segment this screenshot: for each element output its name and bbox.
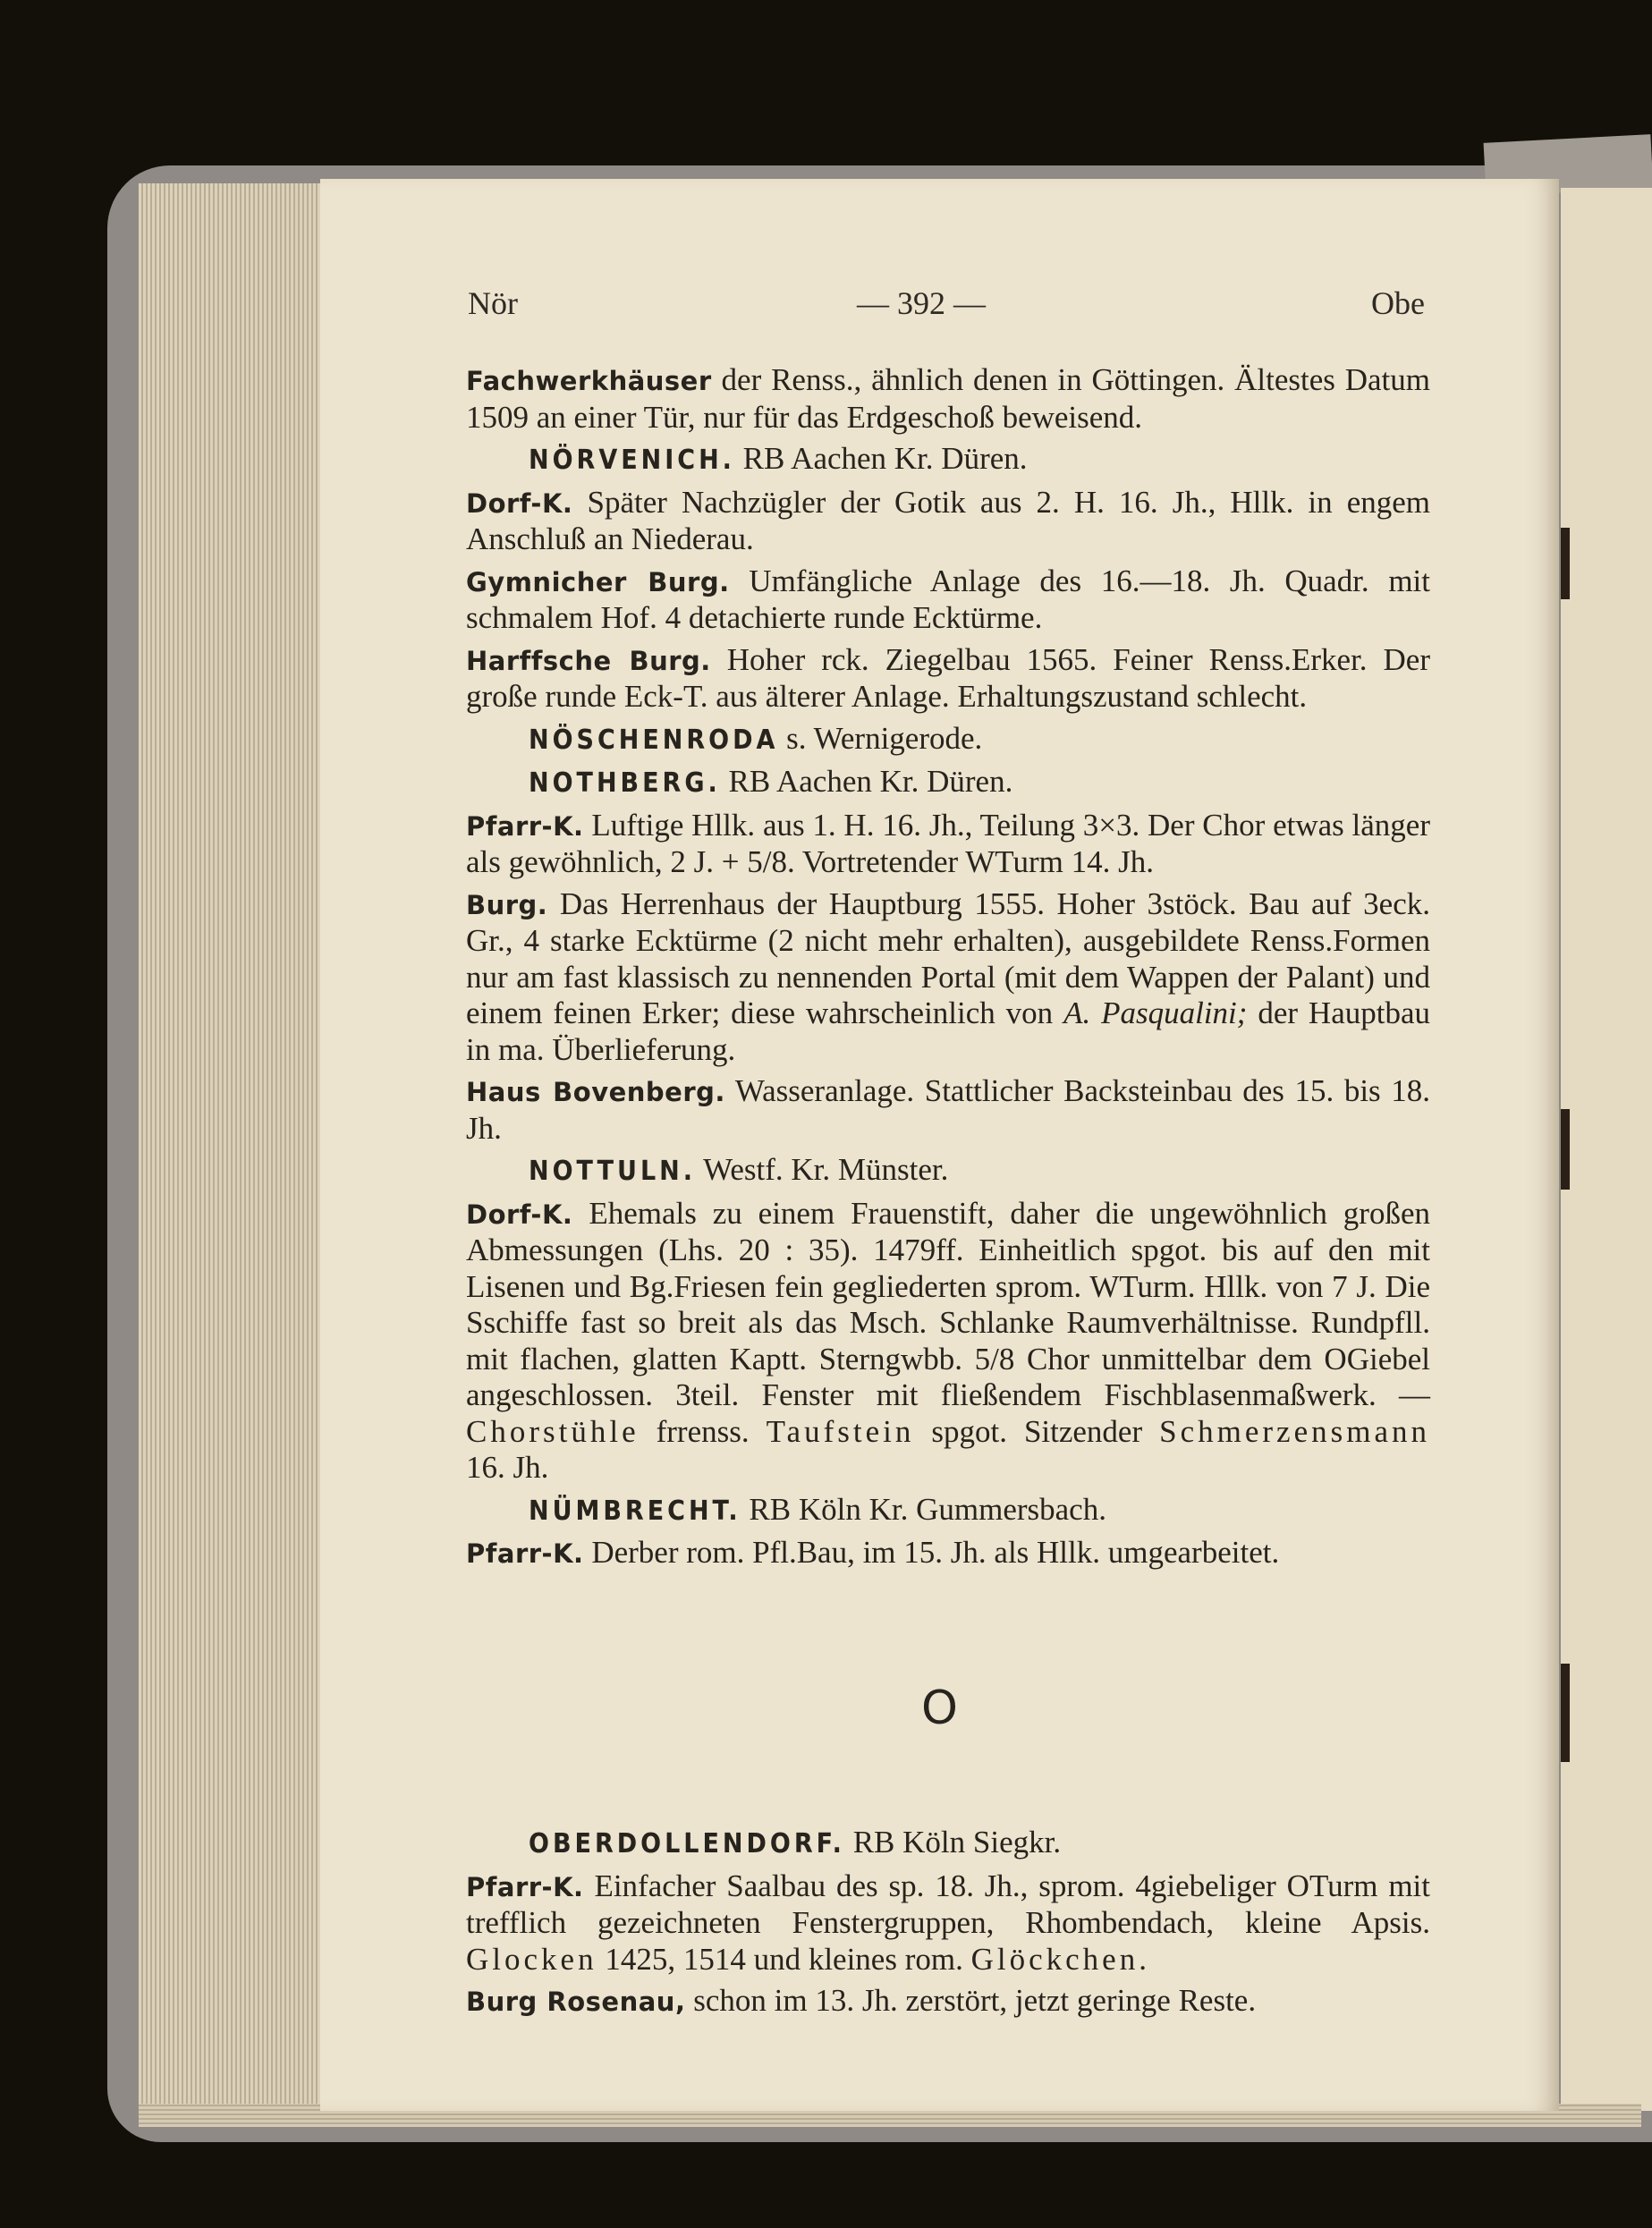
entry-text: Umfängliche Anlage des 16.—18. Jh. Quadr. mit schmalem Hof. 4 detachierte runde Ecktürme.	[466, 563, 1430, 635]
entry-term: Pfarr-K.	[466, 810, 584, 842]
spaced-term: Glöckchen.	[970, 1941, 1150, 1977]
entry-text-after: 16. Jh.	[466, 1450, 549, 1485]
entry-term: Harffsche Burg.	[466, 645, 711, 676]
entry-text-mid: 1425, 1514 und kleines rom.	[605, 1941, 963, 1977]
entry-term: Pfarr-K.	[466, 1871, 584, 1902]
architect-name: A. Pasqualini;	[1063, 995, 1248, 1030]
place-name: OBERDOLLENDORF.	[529, 1828, 845, 1859]
entry-text: Das Herrenhaus der Hauptburg 1555. Hoher 3stöck. Bau auf 3eck. Gr., 4 starke Ecktürme (2 nicht mehr erhalten), ausgebildete Renss.Formen nur am fast klassisch zu nennenden Portal (mit dem Wappen der Palant) und einem feinen Erker; diese wahrscheinlich von	[466, 885, 1430, 1030]
entry-text: der Renss., ähnlich denen in Göttingen. Ältestes Datum 1509 an einer Tür, nur für das Erdgeschoß beweisend.	[466, 362, 1431, 435]
text-column-section-o	[466, 1825, 1430, 2026]
page-edges	[139, 183, 335, 2120]
place-entry	[466, 441, 1430, 479]
entry	[466, 808, 1430, 881]
place-name: NOTTULN.	[529, 1156, 696, 1187]
place-region: RB Köln Kr. Gummersbach.	[749, 1491, 1106, 1527]
entry	[466, 1983, 1430, 2020]
facing-page	[1561, 188, 1652, 2111]
entry	[466, 563, 1430, 637]
running-header	[0, 284, 1652, 329]
place-entry	[466, 1825, 1430, 1863]
facing-page-mark	[1561, 528, 1570, 599]
spaced-term: Glocken	[466, 1941, 597, 1977]
place-region: RB Aachen Kr. Düren.	[728, 764, 1013, 799]
entry-text: Derber rom. Pfl.Bau, im 15. Jh. als Hllk. umgearbeitet.	[591, 1535, 1280, 1570]
entry	[466, 485, 1430, 558]
entry-text: Hoher rck. Ziegelbau 1565. Feiner Renss.Erker. Der große runde Eck-T. aus älterer Anlage. Erhaltungszustand schlecht.	[466, 641, 1430, 714]
header-right: Obe	[1371, 285, 1425, 321]
place-name: NOTHBERG.	[529, 767, 721, 799]
place-region: s. Wernigerode.	[786, 720, 983, 756]
entry-term: Pfarr-K.	[466, 1538, 584, 1569]
place-name: NÖRVENICH.	[529, 445, 735, 476]
entry-text: schon im 13. Jh. zerstört, jetzt geringe Reste.	[693, 1983, 1257, 2018]
entry-term: Dorf-K.	[466, 487, 573, 519]
entry	[466, 886, 1430, 1069]
entry-term: Gymnicher Burg.	[466, 566, 730, 597]
section-letter: O	[921, 1682, 958, 1735]
spaced-term: Schmerzensmann	[1159, 1413, 1430, 1449]
entry-term: Burg.	[466, 889, 548, 920]
entry	[466, 642, 1430, 716]
entry-text-mid: spgot. Sitzender	[931, 1413, 1143, 1449]
place-entry	[466, 721, 1430, 759]
entry-text: Wasseranlage. Stattlicher Backsteinbau des 15. bis 18. Jh.	[466, 1073, 1430, 1146]
page-number: — 392 —	[857, 285, 986, 321]
entry-text: Luftige Hllk. aus 1. H. 16. Jh., Teilung 3×3. Der Chor etwas länger als gewöhnlich, 2 J. + 5/8. Vortretender WTurm 14. Jh.	[466, 807, 1430, 879]
entry-term: Burg Rosenau,	[466, 1987, 686, 2017]
entry-text: Ehemals zu einem Frauenstift, daher die ungewöhnlich großen Abmessungen (Lhs. 20 : 35). 1479ff. Einheitlich spgot. bis auf den mit Lisenen und Bg.Friesen fein gegliederten sprom. WTurm. Hllk. von 7 J. Die Sschiffe fast so breit als das Msch. Schlanke Raumverhältnisse. Rundpfll. mit flachen, glatten Kaptt. Sterngwbb. 5/8 Chor unmittelbar dem OGiebel angeschlossen. 3teil. Fenster mit fließendem Fischblasenmaßwerk. —	[466, 1195, 1430, 1412]
facing-page-mark	[1561, 1664, 1570, 1762]
header-left: Nör	[468, 285, 518, 321]
facing-page-mark	[1561, 1109, 1570, 1190]
place-entry	[466, 1492, 1430, 1530]
place-name: NÜMBRECHT.	[529, 1495, 741, 1527]
entry	[466, 1073, 1430, 1147]
place-region: RB Köln Siegkr.	[852, 1825, 1062, 1859]
spaced-term: Taufstein	[766, 1413, 915, 1449]
entry-term: Haus Bovenberg.	[466, 1077, 725, 1107]
place-entry	[466, 764, 1430, 802]
place-entry	[466, 1152, 1430, 1190]
entry	[466, 1535, 1430, 1572]
entry	[466, 362, 1430, 436]
entry-text: Später Nachzügler der Gotik aus 2. H. 16. Jh., Hllk. in engem Anschluß an Niederau.	[466, 484, 1431, 556]
entry	[466, 1868, 1430, 1978]
entry	[466, 1196, 1430, 1487]
entry-term: Dorf-K.	[466, 1199, 573, 1230]
entry-text: Einfacher Saalbau des sp. 18. Jh., sprom. 4giebeliger OTurm mit trefflich gezeichneten Fenstergruppen, Rhombendach, kleine Apsis.	[466, 1868, 1430, 1940]
entry-term: Fachwerkhäuser	[466, 366, 712, 396]
spaced-term: Chorstühle	[466, 1413, 640, 1449]
entry-text-after: der Hauptbau in ma. Überlieferung.	[466, 995, 1430, 1067]
text-column	[466, 362, 1430, 1578]
place-region: RB Aachen Kr. Düren.	[742, 441, 1028, 476]
place-region: Westf. Kr. Münster.	[703, 1152, 949, 1187]
place-name: NÖSCHENRODA	[529, 724, 779, 756]
entry-text-mid: frrenss.	[656, 1413, 750, 1449]
